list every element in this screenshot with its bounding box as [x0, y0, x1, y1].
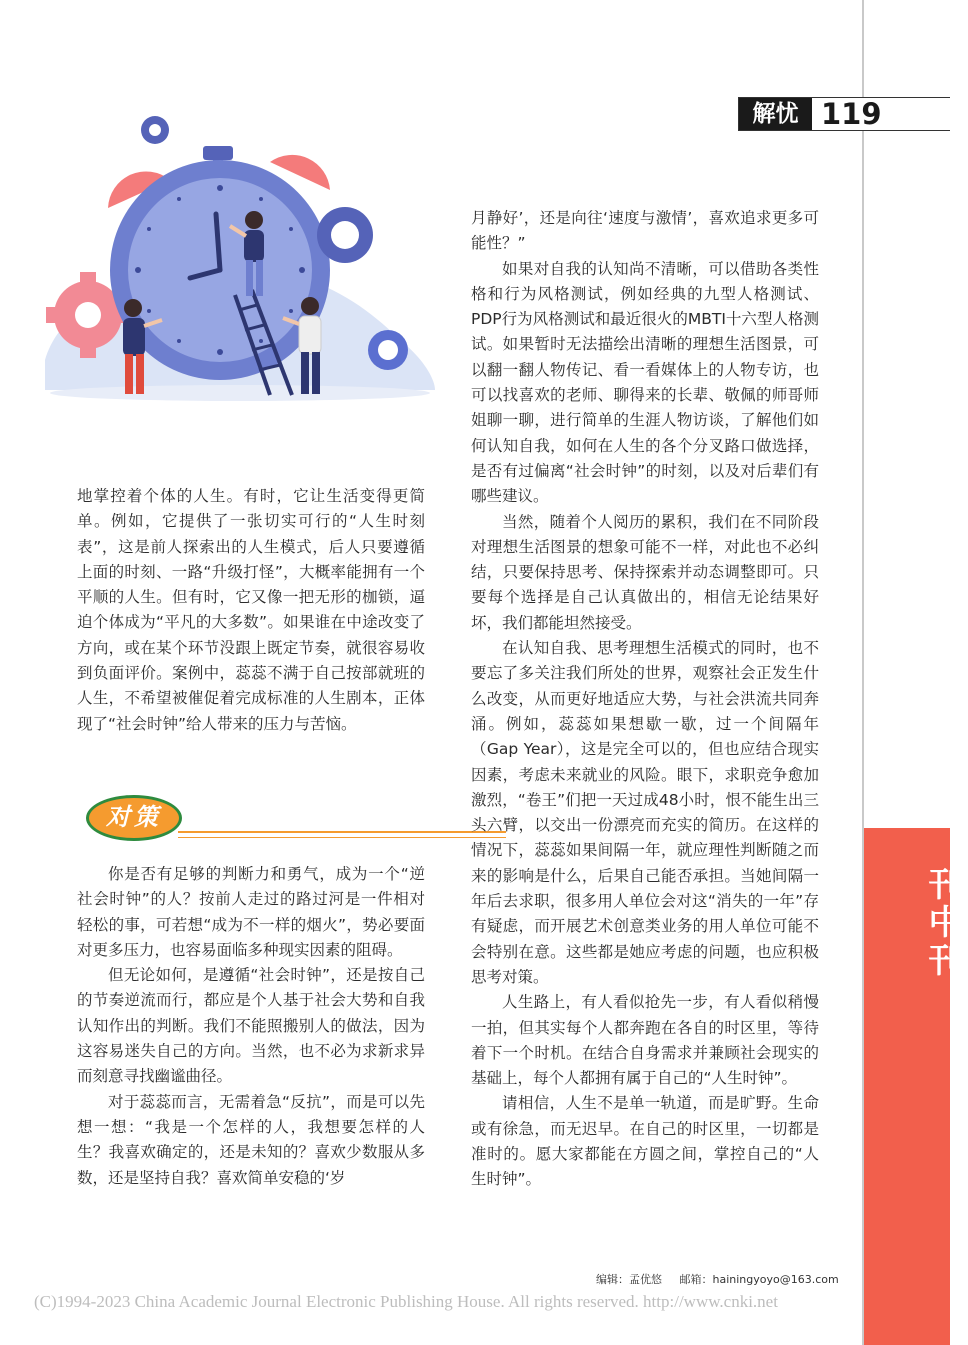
- clock-handle: [203, 146, 233, 160]
- heading-rule: [178, 831, 506, 833]
- section-header: [738, 97, 950, 131]
- heading-label: 对策: [106, 803, 162, 831]
- paragraph: 当然，随着个人阅历的累积，我们在不同阶段对理想生活图景的想象可能不一样，对此也不必纠结，只要保持思考、保持探索并动态调整即可。只要每个选择是自己认真做出的，相信无论结果好坏，我们都能坦然接受。: [471, 512, 819, 632]
- paragraph: 在认知自我、思考理想生活模式的同时，也不要忘了多关注我们所处的世界，观察社会正发生什么改变，从而更好地适应大势，与社会洪流共同奔涌。例如，蕊蕊如果想歇一歇，过一个间隔年（Gap Year），这是完全可以的，但也应结合现实因素，考虑未来就业的风险。眼下，求职竞争愈加激烈，“卷王”们把一天过成48小时，恨不能生出三头六臂，以交出一份漂亮而充实的简历。在这样的情况下，蕊蕊如果间隔一年，就应理性判断随之而来的影响是什么，后果自己能否承担。当她间隔一年后去求职，很多用人单位会对这“消失的一年”存有疑虑，而开展艺术创意类业务的用人单位可能不会特别在意。这些都是她应考虑的问题，也应积极思考对策。: [471, 639, 819, 986]
- paragraph: 你是否有足够的判断力和勇气，成为一个“逆社会时钟”的人？按前人走过的路过河是一件相对轻松的事，可若想“成为不一样的烟火”，势必要面对更多压力，也容易面临多种现实因素的阻碍。: [77, 865, 425, 959]
- gear-right-icon: [317, 207, 373, 263]
- copyright-watermark: (C)1994-2023 China Academic Journal Electronic Publishing House. All rights reserved. http://www.cnki.net: [34, 1292, 778, 1311]
- paragraph: 如果对自我的认知尚不清晰，可以借助各类性格和行为风格测试，例如经典的九型人格测试、PDP行为风格测试和最近很火的MBTI十六型人格测试。如果暂时无法描绘出清晰的理想生活图景，可以翻一翻人物传记、看一看媒体上的人物专访，也可以找喜欢的老师、聊得来的长辈、敬佩的师哥师姐聊一聊，进行简单的生涯人物访谈，了解他们如何认知自我，如何在人生的各个分叉路口做选择，是否有过偏离“社会时钟”的时刻，以及对后辈们有哪些建议。: [471, 259, 819, 506]
- gear-small-icon: [368, 330, 408, 370]
- paragraph: 地掌控着个体的人生。有时，它让生活变得更简单。例如，它提供了一张切实可行的“人生时刻表”，这是前人探索出的人生模式，后人只要遵循上面的时刻、一路“升级打怪”，大概率能拥有一个平顺的人生。但有时，它又像一把无形的枷锁，逼迫个体成为“平凡的大多数”。如果谁在中途改变了方向，或在某个环节没跟上既定节奏，就很容易收到负面评价。案例中，蕊蕊不满于自己按部就班的人生，不希望被催促着完成标准的人生剧本，正体现了“社会时钟”给人带来的压力与苦恼。: [77, 487, 425, 733]
- clock-illustration: [40, 110, 440, 410]
- left-column-bottom: [77, 862, 425, 1191]
- gear-icon: [141, 116, 169, 144]
- section-name: 解忧: [739, 98, 812, 130]
- editor-credit: [596, 1271, 853, 1287]
- page-number: 119: [821, 97, 882, 131]
- right-column: [471, 206, 819, 1193]
- paragraph: 人生路上，有人看似抢先一步，有人看似稍慢一拍，但其实每个人都奔跑在各自的时区里，等待着下一个时机。在结合自身需求并兼顾社会现实的基础上，每个人都拥有属于自己的“人生时钟”。: [471, 993, 819, 1088]
- section-heading: [82, 793, 427, 851]
- side-tab-label: 刊中刊: [922, 866, 962, 980]
- ground-shadow: [50, 385, 430, 401]
- heading-rule-thin: [178, 837, 506, 838]
- side-tab: [864, 828, 962, 1345]
- paragraph: 但无论如何，是遵循“社会时钟”，还是按自己的节奏逆流而行，都应是个人基于社会大势和自我认知作出的判断。我们不能照搬别人的做法，因为这容易迷失自己的方向。当然，也不必为求新求异而刻意寻找幽谧曲径。: [77, 966, 425, 1086]
- editor-name: 编辑：孟优悠: [596, 1273, 662, 1286]
- left-column-top: [77, 484, 425, 737]
- paragraph: 月静好’，还是向往‘速度与激情’，喜欢追求更多可能性？”: [471, 209, 819, 253]
- editor-email: 邮箱：hainingyoyo@163.com: [679, 1273, 839, 1286]
- paragraph: 对于蕊蕊而言，无需着急“反抗”，而是可以先想一想：“我是一个怎样的人，我想要怎样的人生？我喜欢确定的，还是未知的？喜欢少数服从多数，还是坚持自我？喜欢简单安稳的‘岁: [77, 1092, 425, 1187]
- paragraph: 请相信，人生不是单一轨道，而是旷野。生命或有徐急，而无迟早。在自己的时区里，一切都是准时的。愿大家都能在方圆之间，掌控自己的“人生时钟”。: [471, 1094, 819, 1189]
